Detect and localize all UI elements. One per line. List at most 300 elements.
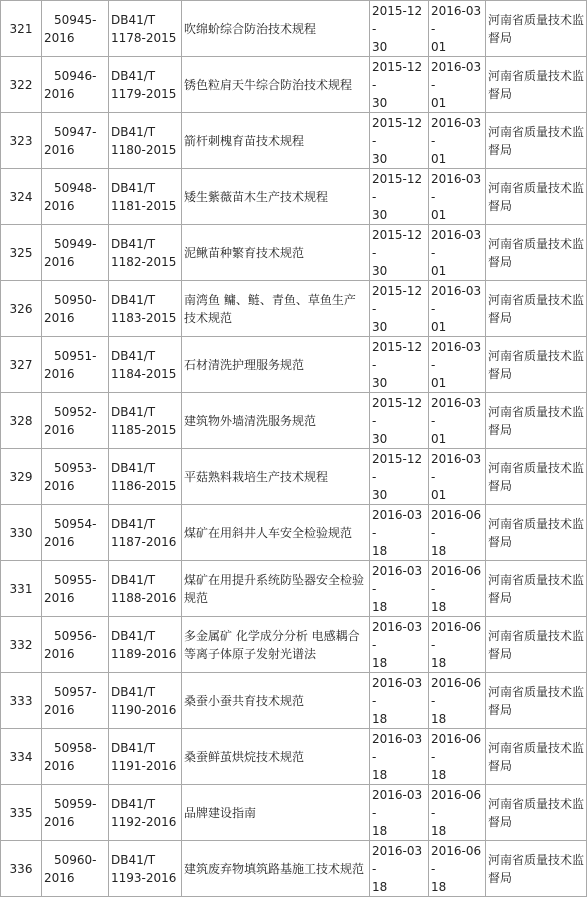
standard-name-cell xyxy=(182,57,370,113)
department-cell xyxy=(486,1,587,57)
department-cell xyxy=(486,393,587,449)
department-cell-text: 河南省质量技术监督局 xyxy=(488,293,585,325)
issue-date-cell-text: 2015-12- xyxy=(372,452,423,484)
implement-date-cell-text: 2016-03- xyxy=(431,340,482,372)
standard-code-cell-text: DB41/T xyxy=(111,741,156,755)
implement-date-cell xyxy=(429,785,486,841)
row-number-cell-text: 329 xyxy=(9,469,33,484)
implement-date-cell xyxy=(429,169,486,225)
issue-date-cell xyxy=(370,57,429,113)
department-cell-text: 河南省质量技术监督局 xyxy=(488,349,585,381)
implement-date-cell xyxy=(429,225,486,281)
record-number-cell-text: 50953- xyxy=(54,461,97,475)
implement-date-cell xyxy=(429,1,486,57)
record-number-cell-text: 2016 xyxy=(44,255,75,269)
issue-date-cell-text: 2015-12- xyxy=(372,228,423,260)
department-cell xyxy=(486,729,587,785)
issue-date-cell-text: 2015-12- xyxy=(372,172,423,204)
issue-date-cell xyxy=(370,673,429,729)
implement-date-cell-text: 2016-06- xyxy=(431,508,482,540)
department-cell xyxy=(486,57,587,113)
table-body xyxy=(1,1,587,897)
standard-name-cell-text: 桑蚕鲜茧烘烷技术规范 xyxy=(184,750,305,764)
standard-code-cell-text: DB41/T xyxy=(111,405,156,419)
standard-name-cell xyxy=(182,393,370,449)
standard-code-cell-text: DB41/T xyxy=(111,573,156,587)
standard-code-cell xyxy=(109,561,182,617)
implement-date-cell-text: 2016-03- xyxy=(431,284,482,316)
record-number-cell-text: 2016 xyxy=(44,591,75,605)
implement-date-cell-text: 2016-06- xyxy=(431,844,482,876)
issue-date-cell-text: 2015-12- xyxy=(372,116,423,148)
standard-code-cell xyxy=(109,1,182,57)
standard-name-cell-text: 建筑废弃物填筑路基施工技术规范 xyxy=(184,862,365,876)
issue-date-cell-text: 2015-12- xyxy=(372,284,423,316)
record-number-cell xyxy=(42,505,109,561)
row-number-cell xyxy=(1,337,42,393)
department-cell-text: 河南省质量技术监督局 xyxy=(488,69,585,101)
standard-name-cell-text: 多金属矿 化学成分分析 电感耦合等离子体原子发射光谱法 xyxy=(184,629,360,661)
table-row xyxy=(1,1,587,57)
issue-date-cell-text: 30 xyxy=(372,376,388,390)
standard-code-cell-text: 1183-2015 xyxy=(111,311,177,325)
department-cell xyxy=(486,505,587,561)
row-number-cell xyxy=(1,1,42,57)
implement-date-cell-text: 18 xyxy=(431,712,447,726)
standard-code-cell-text: DB41/T xyxy=(111,349,156,363)
department-cell xyxy=(486,225,587,281)
department-cell-text: 河南省质量技术监督局 xyxy=(488,13,585,45)
row-number-cell xyxy=(1,561,42,617)
standard-name-cell xyxy=(182,225,370,281)
issue-date-cell xyxy=(370,785,429,841)
standard-code-cell xyxy=(109,225,182,281)
standard-code-cell xyxy=(109,785,182,841)
issue-date-cell xyxy=(370,729,429,785)
department-cell-text: 河南省质量技术监督局 xyxy=(488,853,585,885)
record-number-cell-text: 50945- xyxy=(54,13,97,27)
row-number-cell xyxy=(1,673,42,729)
implement-date-cell-text: 01 xyxy=(431,488,447,502)
issue-date-cell xyxy=(370,505,429,561)
implement-date-cell-text: 2016-06- xyxy=(431,732,482,764)
implement-date-cell-text: 2016-03- xyxy=(431,116,482,148)
record-number-cell-text: 2016 xyxy=(44,703,75,717)
issue-date-cell xyxy=(370,561,429,617)
issue-date-cell-text: 2015-12- xyxy=(372,60,423,92)
standard-name-cell-text: 平菇熟料栽培生产技术规程 xyxy=(184,470,329,484)
department-cell-text: 河南省质量技术监督局 xyxy=(488,797,585,829)
standard-code-cell-text: 1185-2015 xyxy=(111,423,177,437)
table-row xyxy=(1,841,587,897)
row-number-cell-text: 328 xyxy=(9,413,33,428)
standard-name-cell-text: 煤矿在用斜井人车安全检验规范 xyxy=(184,526,353,540)
issue-date-cell-text: 2016-03- xyxy=(372,676,423,708)
department-cell-text: 河南省质量技术监督局 xyxy=(488,405,585,437)
standard-code-cell-text: 1191-2016 xyxy=(111,759,177,773)
implement-date-cell-text: 2016-06- xyxy=(431,788,482,820)
issue-date-cell-text: 30 xyxy=(372,488,388,502)
standard-name-cell-text: 箭杆刺槐育苗技术规程 xyxy=(184,134,305,148)
record-number-cell-text: 50949- xyxy=(54,237,97,251)
table-row xyxy=(1,57,587,113)
standard-code-cell-text: 1188-2016 xyxy=(111,591,177,605)
standard-code-cell xyxy=(109,169,182,225)
issue-date-cell-text: 2015-12- xyxy=(372,4,423,36)
record-number-cell-text: 2016 xyxy=(44,479,75,493)
standard-code-cell xyxy=(109,505,182,561)
issue-date-cell-text: 2015-12- xyxy=(372,396,423,428)
row-number-cell-text: 324 xyxy=(9,189,33,204)
record-number-cell-text: 2016 xyxy=(44,871,75,885)
implement-date-cell-text: 2016-03- xyxy=(431,452,482,484)
issue-date-cell-text: 18 xyxy=(372,768,388,782)
row-number-cell-text: 335 xyxy=(9,805,33,820)
standard-code-cell-text: 1193-2016 xyxy=(111,871,177,885)
standard-name-cell-text: 建筑物外墙清洗服务规范 xyxy=(184,414,317,428)
issue-date-cell-text: 2016-03- xyxy=(372,732,423,764)
implement-date-cell-text: 01 xyxy=(431,264,447,278)
record-number-cell-text: 50959- xyxy=(54,797,97,811)
standard-code-cell-text: DB41/T xyxy=(111,461,156,475)
record-number-cell xyxy=(42,449,109,505)
record-number-cell-text: 2016 xyxy=(44,647,75,661)
standard-name-cell xyxy=(182,785,370,841)
record-number-cell-text: 50947- xyxy=(54,125,97,139)
table-row xyxy=(1,785,587,841)
implement-date-cell-text: 2016-06- xyxy=(431,620,482,652)
record-number-cell-text: 2016 xyxy=(44,367,75,381)
record-number-cell xyxy=(42,617,109,673)
row-number-cell-text: 334 xyxy=(9,749,33,764)
row-number-cell xyxy=(1,169,42,225)
issue-date-cell-text: 18 xyxy=(372,880,388,894)
implement-date-cell xyxy=(429,337,486,393)
implement-date-cell-text: 01 xyxy=(431,208,447,222)
standard-code-cell-text: 1189-2016 xyxy=(111,647,177,661)
standard-name-cell xyxy=(182,1,370,57)
standard-code-cell xyxy=(109,449,182,505)
implement-date-cell xyxy=(429,449,486,505)
row-number-cell xyxy=(1,785,42,841)
department-cell xyxy=(486,337,587,393)
standard-name-cell xyxy=(182,841,370,897)
implement-date-cell xyxy=(429,729,486,785)
standard-code-cell-text: DB41/T xyxy=(111,797,156,811)
issue-date-cell-text: 2016-03- xyxy=(372,564,423,596)
row-number-cell-text: 322 xyxy=(9,77,33,92)
standard-name-cell xyxy=(182,673,370,729)
issue-date-cell-text: 30 xyxy=(372,432,388,446)
issue-date-cell-text: 2016-03- xyxy=(372,844,423,876)
issue-date-cell-text: 18 xyxy=(372,656,388,670)
standard-name-cell xyxy=(182,113,370,169)
record-number-cell-text: 50948- xyxy=(54,181,97,195)
standard-name-cell xyxy=(182,169,370,225)
issue-date-cell xyxy=(370,169,429,225)
row-number-cell xyxy=(1,281,42,337)
standard-code-cell-text: 1182-2015 xyxy=(111,255,177,269)
table-row xyxy=(1,225,587,281)
issue-date-cell xyxy=(370,1,429,57)
row-number-cell-text: 326 xyxy=(9,301,33,316)
implement-date-cell-text: 18 xyxy=(431,880,447,894)
issue-date-cell xyxy=(370,449,429,505)
standard-code-cell-text: 1192-2016 xyxy=(111,815,177,829)
department-cell-text: 河南省质量技术监督局 xyxy=(488,741,585,773)
row-number-cell xyxy=(1,729,42,785)
implement-date-cell-text: 18 xyxy=(431,544,447,558)
implement-date-cell xyxy=(429,673,486,729)
record-number-cell xyxy=(42,1,109,57)
standard-code-cell-text: 1181-2015 xyxy=(111,199,177,213)
record-number-cell-text: 50956- xyxy=(54,629,97,643)
department-cell-text: 河南省质量技术监督局 xyxy=(488,685,585,717)
issue-date-cell-text: 30 xyxy=(372,152,388,166)
record-number-cell xyxy=(42,113,109,169)
record-number-cell-text: 50954- xyxy=(54,517,97,531)
record-number-cell xyxy=(42,673,109,729)
issue-date-cell xyxy=(370,393,429,449)
issue-date-cell-text: 18 xyxy=(372,600,388,614)
standard-code-cell-text: DB41/T xyxy=(111,125,156,139)
record-number-cell-text: 2016 xyxy=(44,815,75,829)
record-number-cell-text: 2016 xyxy=(44,311,75,325)
standard-code-cell-text: 1184-2015 xyxy=(111,367,177,381)
record-number-cell-text: 2016 xyxy=(44,423,75,437)
implement-date-cell-text: 2016-03- xyxy=(431,4,482,36)
standard-name-cell xyxy=(182,729,370,785)
row-number-cell-text: 330 xyxy=(9,525,33,540)
implement-date-cell-text: 2016-06- xyxy=(431,564,482,596)
implement-date-cell xyxy=(429,505,486,561)
issue-date-cell-text: 30 xyxy=(372,208,388,222)
table-row xyxy=(1,617,587,673)
standard-code-cell-text: 1190-2016 xyxy=(111,703,177,717)
record-number-cell-text: 2016 xyxy=(44,535,75,549)
standard-code-cell-text: 1187-2016 xyxy=(111,535,177,549)
department-cell-text: 河南省质量技术监督局 xyxy=(488,237,585,269)
implement-date-cell xyxy=(429,561,486,617)
table-row xyxy=(1,729,587,785)
row-number-cell xyxy=(1,617,42,673)
table-row xyxy=(1,337,587,393)
implement-date-cell xyxy=(429,841,486,897)
record-number-cell xyxy=(42,225,109,281)
row-number-cell-text: 336 xyxy=(9,861,33,876)
department-cell-text: 河南省质量技术监督局 xyxy=(488,629,585,661)
implement-date-cell xyxy=(429,57,486,113)
implement-date-cell-text: 18 xyxy=(431,824,447,838)
issue-date-cell-text: 30 xyxy=(372,40,388,54)
implement-date-cell-text: 01 xyxy=(431,432,447,446)
department-cell xyxy=(486,785,587,841)
standard-name-cell xyxy=(182,281,370,337)
standard-code-cell xyxy=(109,281,182,337)
department-cell xyxy=(486,281,587,337)
record-number-cell-text: 50955- xyxy=(54,573,97,587)
issue-date-cell-text: 30 xyxy=(372,96,388,110)
implement-date-cell xyxy=(429,113,486,169)
department-cell xyxy=(486,561,587,617)
standard-code-cell xyxy=(109,617,182,673)
record-number-cell-text: 50950- xyxy=(54,293,97,307)
row-number-cell xyxy=(1,113,42,169)
standard-code-cell xyxy=(109,393,182,449)
table-row xyxy=(1,505,587,561)
standard-name-cell xyxy=(182,505,370,561)
issue-date-cell xyxy=(370,225,429,281)
department-cell-text: 河南省质量技术监督局 xyxy=(488,181,585,213)
implement-date-cell-text: 2016-06- xyxy=(431,676,482,708)
record-number-cell xyxy=(42,169,109,225)
implement-date-cell xyxy=(429,617,486,673)
standard-name-cell-text: 品牌建设指南 xyxy=(184,806,257,820)
implement-date-cell xyxy=(429,281,486,337)
department-cell xyxy=(486,617,587,673)
standard-name-cell-text: 吹绵蚧综合防治技术规程 xyxy=(184,22,317,36)
table-row xyxy=(1,673,587,729)
table-row xyxy=(1,449,587,505)
implement-date-cell-text: 2016-03- xyxy=(431,60,482,92)
department-cell xyxy=(486,449,587,505)
implement-date-cell-text: 01 xyxy=(431,320,447,334)
standard-code-cell-text: 1178-2015 xyxy=(111,31,177,45)
department-cell xyxy=(486,113,587,169)
record-number-cell-text: 2016 xyxy=(44,31,75,45)
standard-name-cell-text: 矮生紫薇苗木生产技术规程 xyxy=(184,190,329,204)
standard-code-cell xyxy=(109,57,182,113)
standard-code-cell-text: DB41/T xyxy=(111,181,156,195)
standard-name-cell xyxy=(182,561,370,617)
standard-name-cell-text: 石材清洗护理服务规范 xyxy=(184,358,305,372)
row-number-cell xyxy=(1,505,42,561)
issue-date-cell-text: 2016-03- xyxy=(372,620,423,652)
standard-name-cell xyxy=(182,449,370,505)
table-row xyxy=(1,113,587,169)
standard-code-cell-text: DB41/T xyxy=(111,13,156,27)
standard-code-cell xyxy=(109,729,182,785)
standard-name-cell xyxy=(182,337,370,393)
implement-date-cell-text: 18 xyxy=(431,768,447,782)
record-number-cell-text: 50960- xyxy=(54,853,97,867)
standard-code-cell xyxy=(109,337,182,393)
standard-code-cell-text: DB41/T xyxy=(111,517,156,531)
table-row xyxy=(1,393,587,449)
record-number-cell xyxy=(42,337,109,393)
row-number-cell xyxy=(1,393,42,449)
issue-date-cell-text: 30 xyxy=(372,264,388,278)
record-number-cell-text: 2016 xyxy=(44,759,75,773)
record-number-cell xyxy=(42,561,109,617)
standard-code-cell-text: DB41/T xyxy=(111,69,156,83)
implement-date-cell-text: 01 xyxy=(431,152,447,166)
record-number-cell xyxy=(42,281,109,337)
department-cell-text: 河南省质量技术监督局 xyxy=(488,573,585,605)
standard-name-cell-text: 锈色粒肩天牛综合防治技术规程 xyxy=(184,78,353,92)
row-number-cell-text: 331 xyxy=(9,581,33,596)
standard-code-cell-text: DB41/T xyxy=(111,685,156,699)
row-number-cell-text: 332 xyxy=(9,637,33,652)
record-number-cell xyxy=(42,729,109,785)
standard-code-cell xyxy=(109,113,182,169)
standard-code-cell-text: 1179-2015 xyxy=(111,87,177,101)
row-number-cell-text: 321 xyxy=(9,21,33,36)
department-cell xyxy=(486,841,587,897)
table-row xyxy=(1,281,587,337)
standard-code-cell-text: DB41/T xyxy=(111,853,156,867)
issue-date-cell xyxy=(370,617,429,673)
standard-name-cell-text: 煤矿在用提升系统防坠器安全检验规范 xyxy=(184,573,365,605)
implement-date-cell-text: 01 xyxy=(431,40,447,54)
record-number-cell-text: 50957- xyxy=(54,685,97,699)
issue-date-cell-text: 18 xyxy=(372,712,388,726)
row-number-cell-text: 323 xyxy=(9,133,33,148)
row-number-cell xyxy=(1,225,42,281)
issue-date-cell xyxy=(370,841,429,897)
standard-code-cell xyxy=(109,673,182,729)
row-number-cell-text: 325 xyxy=(9,245,33,260)
record-number-cell xyxy=(42,393,109,449)
row-number-cell xyxy=(1,57,42,113)
standard-code-cell-text: DB41/T xyxy=(111,629,156,643)
standard-code-cell xyxy=(109,841,182,897)
table-row xyxy=(1,169,587,225)
record-number-cell-text: 2016 xyxy=(44,199,75,213)
record-number-cell-text: 50946- xyxy=(54,69,97,83)
record-number-cell xyxy=(42,841,109,897)
standard-code-cell-text: 1180-2015 xyxy=(111,143,177,157)
issue-date-cell-text: 30 xyxy=(372,320,388,334)
record-number-cell-text: 2016 xyxy=(44,87,75,101)
standard-code-cell-text: DB41/T xyxy=(111,293,156,307)
department-cell-text: 河南省质量技术监督局 xyxy=(488,517,585,549)
issue-date-cell-text: 2016-03- xyxy=(372,788,423,820)
record-number-cell-text: 50958- xyxy=(54,741,97,755)
department-cell xyxy=(486,169,587,225)
record-number-cell xyxy=(42,785,109,841)
standard-code-cell-text: 1186-2015 xyxy=(111,479,177,493)
issue-date-cell-text: 18 xyxy=(372,824,388,838)
record-number-cell-text: 50951- xyxy=(54,349,97,363)
row-number-cell xyxy=(1,841,42,897)
department-cell-text: 河南省质量技术监督局 xyxy=(488,125,585,157)
row-number-cell-text: 327 xyxy=(9,357,33,372)
record-number-cell-text: 2016 xyxy=(44,143,75,157)
implement-date-cell-text: 2016-03- xyxy=(431,172,482,204)
implement-date-cell-text: 01 xyxy=(431,376,447,390)
standard-name-cell-text: 泥鳅苗种繁育技术规范 xyxy=(184,246,305,260)
record-number-cell-text: 50952- xyxy=(54,405,97,419)
issue-date-cell-text: 2015-12- xyxy=(372,340,423,372)
implement-date-cell-text: 2016-03- xyxy=(431,396,482,428)
implement-date-cell-text: 01 xyxy=(431,96,447,110)
issue-date-cell-text: 18 xyxy=(372,544,388,558)
standard-code-cell-text: DB41/T xyxy=(111,237,156,251)
department-cell xyxy=(486,673,587,729)
standard-name-cell xyxy=(182,617,370,673)
implement-date-cell-text: 18 xyxy=(431,656,447,670)
record-number-cell xyxy=(42,57,109,113)
implement-date-cell-text: 18 xyxy=(431,600,447,614)
row-number-cell-text: 333 xyxy=(9,693,33,708)
table-row xyxy=(1,561,587,617)
standard-name-cell-text: 桑蚕小蚕共育技术规范 xyxy=(184,694,305,708)
standard-name-cell-text: 南湾鱼 鳙、鲢、青鱼、草鱼生产技术规范 xyxy=(184,293,356,325)
department-cell-text: 河南省质量技术监督局 xyxy=(488,461,585,493)
issue-date-cell xyxy=(370,281,429,337)
row-number-cell xyxy=(1,449,42,505)
